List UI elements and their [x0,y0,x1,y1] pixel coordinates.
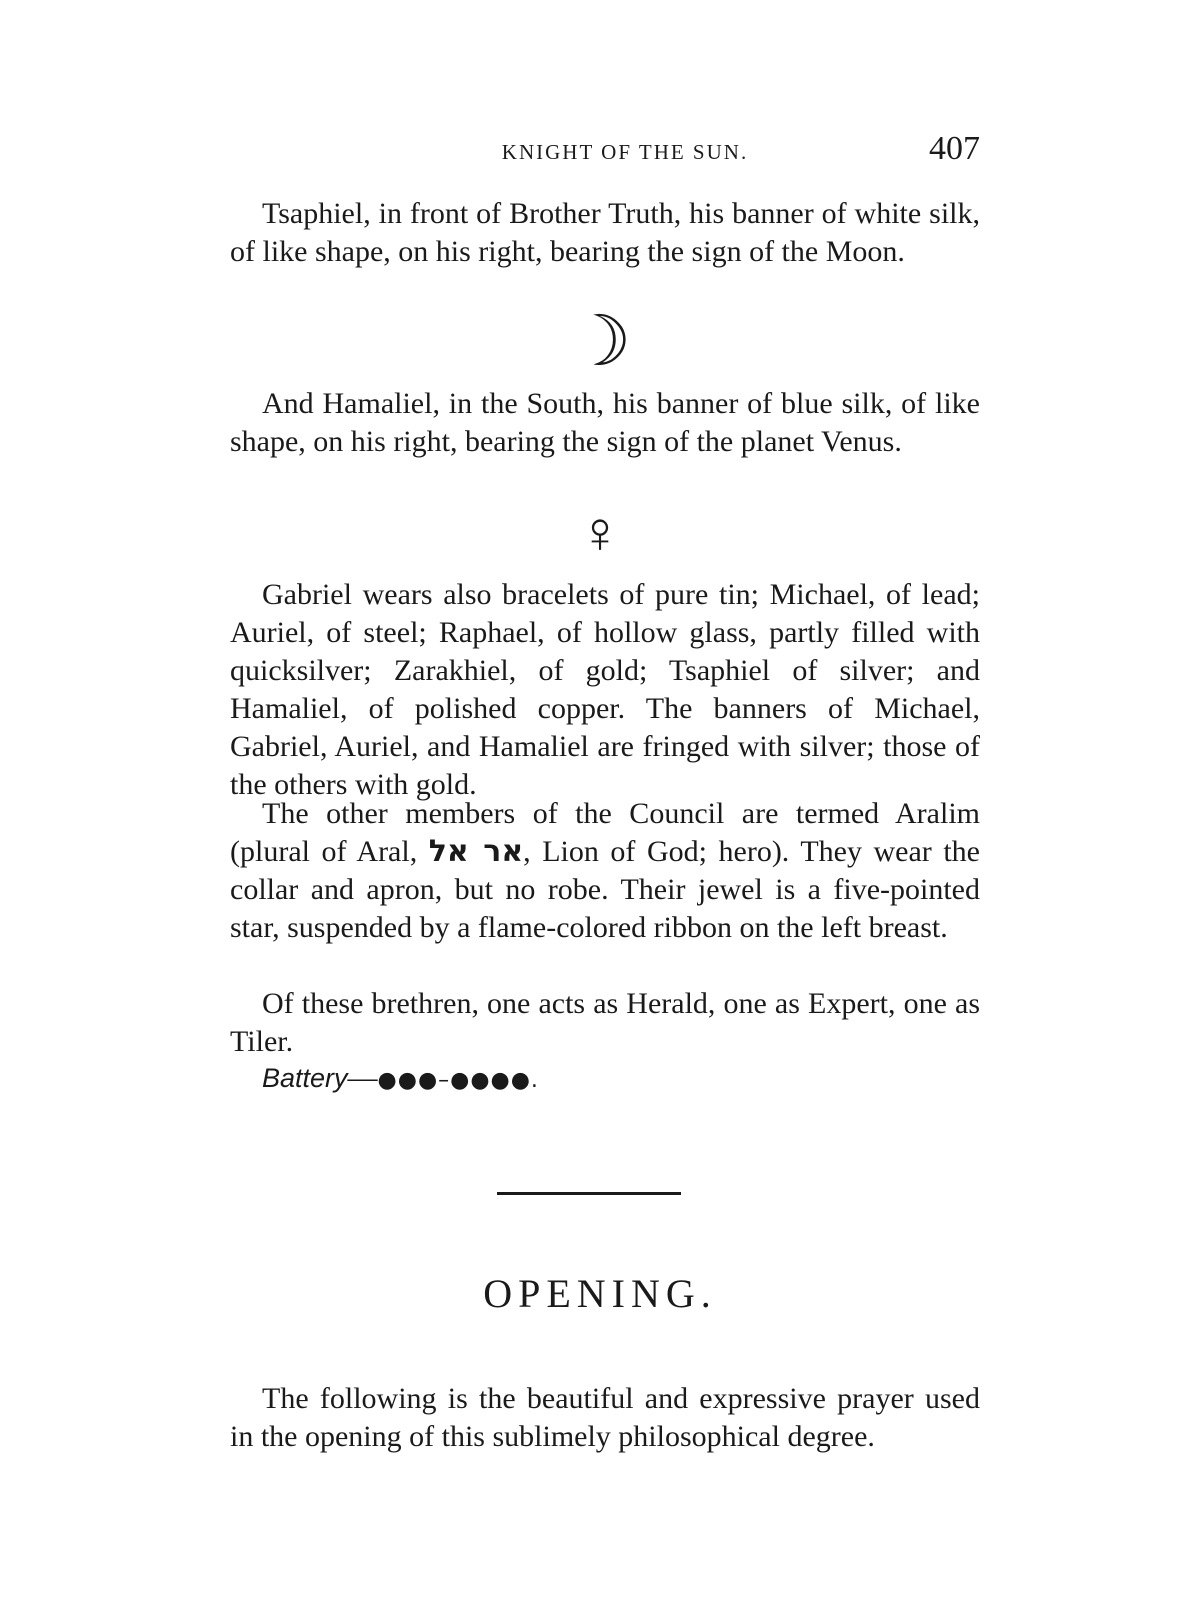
hebrew-word: אר אל [428,834,524,869]
page-number: 407 [929,130,980,167]
paragraph-opening: The following is the beautiful and expressive prayer used in the opening of this sublimely philosophical degree. [230,1382,980,1453]
section-divider [497,1192,681,1195]
paragraph-aralim [230,795,980,947]
battery-line [230,1059,980,1100]
venus-icon: ♀ [578,500,622,565]
paragraph-tsaphiel: Tsaphiel, in front of Brother Truth, his banner of white silk, of like shape, on his right, bearing the sign of the Moon. [230,197,980,268]
aralim-text-before: The other members of the Council are termed Aralim (plural of Aral, [230,797,980,868]
paragraph-herald: Of these brethren, one acts as Herald, one as Expert, one as Tiler. [230,987,980,1058]
running-title: KNIGHT OF THE SUN. [501,140,749,164]
aralim-text-after: , Lion of God; hero). They wear the collar and apron, but no robe. Their jewel is a five-pointed star, suspended by a flame-colored ribbon on the left breast. [230,835,980,944]
battery-dots: ●●●–●●●●. [377,1068,539,1093]
battery-dash: — [347,1061,378,1094]
paragraph-bracelets: Gabriel wears also bracelets of pure tin; Michael, of lead; Auriel, of steel; Raphael, of hollow glass, partly filled with quicksilver; Zarakhiel, of gold; Tsaphiel of silver; and Hamaliel, of polished copper. The banners of Michael, Gabriel, Auriel, and Hamaliel are fringed with silver; those of the others with gold. [230,578,980,801]
section-heading: OPENING. [483,1271,717,1316]
moon-icon: ☽ [568,304,632,381]
paragraph-hamaliel: And Hamaliel, in the South, his banner of blue silk, of like shape, on his right, bearing the sign of the planet Venus. [230,387,980,458]
battery-label: Battery [262,1063,348,1093]
running-head [230,130,980,170]
